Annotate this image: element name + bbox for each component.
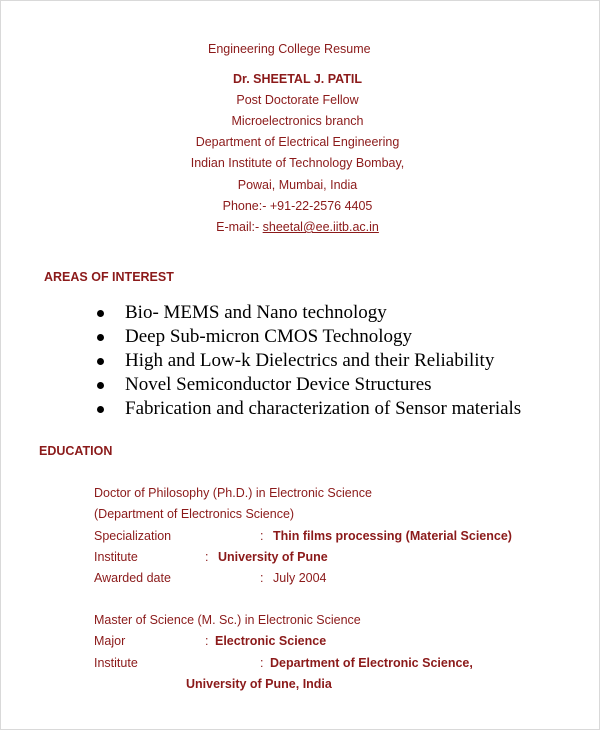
phd-date-value: July 2004 bbox=[273, 571, 327, 585]
candidate-city: Powai, Mumbai, India bbox=[237, 178, 358, 192]
phd-degree: Doctor of Philosophy (Ph.D.) in Electronic Science bbox=[94, 486, 372, 500]
list-item: High and Low-k Dielectrics and their Reliability bbox=[92, 349, 521, 373]
phd-inst-value: University of Pune bbox=[218, 550, 328, 564]
phd-inst-colon: : bbox=[205, 550, 209, 564]
phd-inst-label: Institute bbox=[94, 550, 138, 564]
list-item: Fabrication and characterization of Sensor materials bbox=[92, 397, 521, 421]
candidate-position: Post Doctorate Fellow bbox=[236, 93, 359, 107]
list-item: Novel Semiconductor Device Structures bbox=[92, 373, 521, 397]
education-heading: EDUCATION bbox=[39, 444, 113, 458]
msc-degree: Master of Science (M. Sc.) in Electronic Science bbox=[94, 613, 361, 627]
msc-major-colon: : bbox=[205, 634, 209, 648]
msc-major-value: Electronic Science bbox=[215, 634, 327, 648]
phd-spec-colon: : bbox=[260, 529, 264, 543]
phd-department: (Department of Electronics Science) bbox=[94, 507, 295, 521]
interests-heading: AREAS OF INTEREST bbox=[44, 270, 174, 284]
phd-date-colon: : bbox=[260, 571, 264, 585]
document-title: Engineering College Resume bbox=[208, 42, 371, 56]
msc-inst-value: Department of Electronic Science, bbox=[270, 656, 473, 670]
candidate-department: Department of Electrical Engineering bbox=[195, 135, 400, 149]
candidate-institute: Indian Institute of Technology Bombay, bbox=[190, 156, 405, 170]
phd-spec-label: Specialization bbox=[94, 529, 172, 543]
list-item: Deep Sub-micron CMOS Technology bbox=[92, 325, 521, 349]
candidate-name: Dr. SHEETAL J. PATIL bbox=[233, 72, 362, 86]
candidate-phone: Phone:- +91-22-2576 4405 bbox=[222, 199, 373, 213]
msc-inst-colon: : bbox=[260, 656, 264, 670]
phd-spec-value: Thin films processing (Material Science) bbox=[273, 529, 512, 543]
msc-major-label: Major bbox=[94, 634, 126, 648]
candidate-branch: Microelectronics branch bbox=[231, 114, 364, 128]
phd-date-label: Awarded date bbox=[94, 571, 171, 585]
msc-inst-value-2: University of Pune, India bbox=[186, 677, 332, 691]
email-label: E-mail:- bbox=[216, 220, 263, 234]
msc-inst-label: Institute bbox=[94, 656, 138, 670]
list-item: Bio- MEMS and Nano technology bbox=[92, 301, 521, 325]
email-link[interactable]: sheetal@ee.iitb.ac.in bbox=[262, 220, 379, 234]
candidate-email-line bbox=[0, 220, 595, 234]
interests-list bbox=[92, 301, 521, 421]
